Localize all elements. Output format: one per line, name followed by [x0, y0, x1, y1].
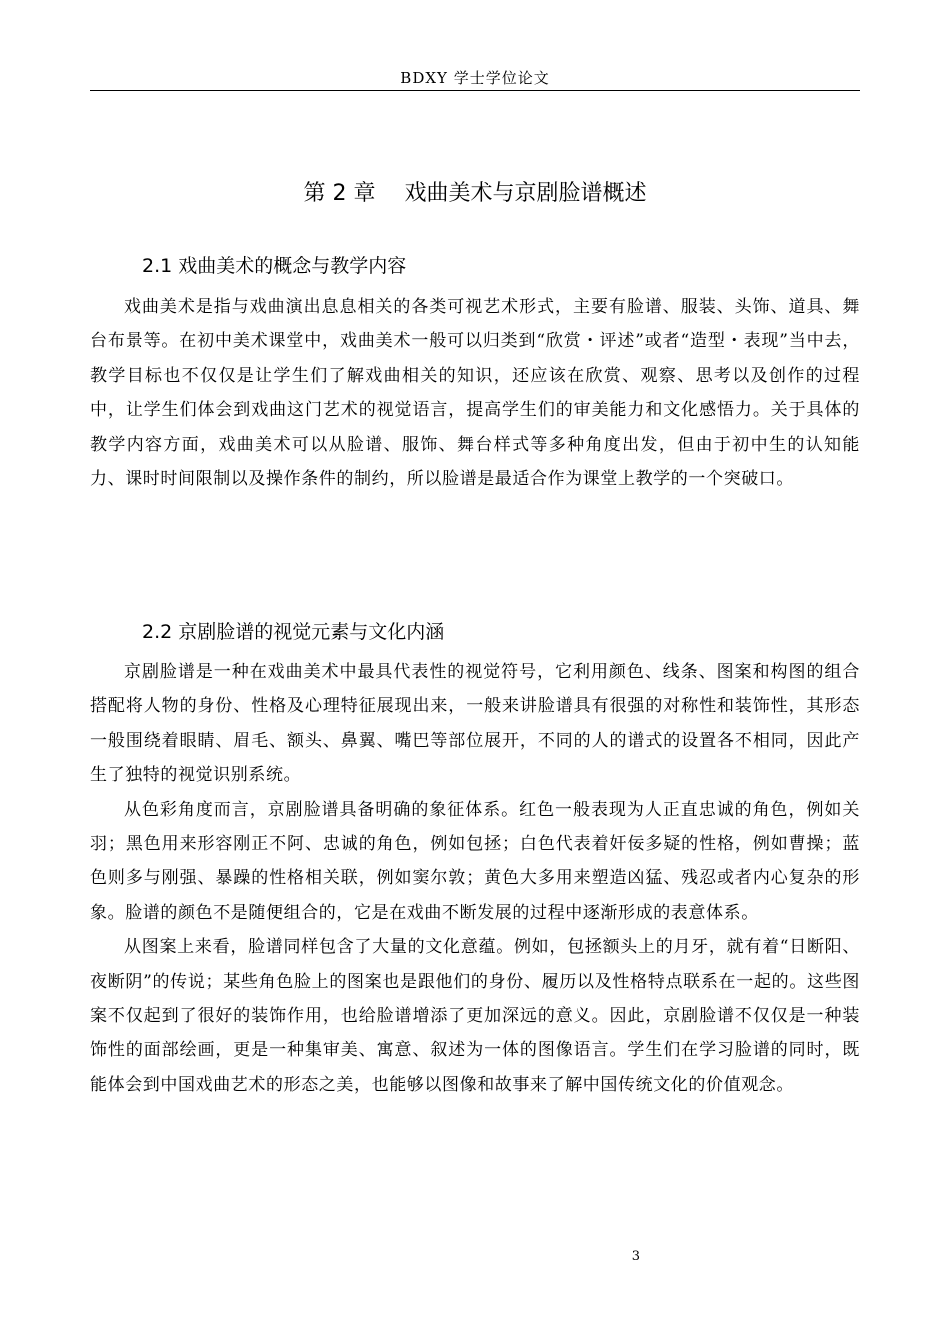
section-heading-2-2: 2.2 京剧脸谱的视觉元素与文化内涵: [142, 621, 445, 643]
section-body-2-2: [90, 655, 860, 1102]
section-heading-2-1: 2.1 戏曲美术的概念与教学内容: [142, 255, 407, 277]
section-body-2-1: [90, 290, 860, 496]
paragraph: 从色彩角度而言，京剧脸谱具备明确的象征体系。红色一般表现为人正直忠诚的角色，例如关羽；黑色用来形容刚正不阿、忠诚的角色，例如包拯；白色代表着奸佞多疑的性格，例如曹操；蓝色则多与刚强、暴躁的性格相关联，例如窦尔敦；黄色大多用来塑造凶猛、残忍或者内心复杂的形象。脸谱的颜色不是随便组合的，它是在戏曲不断发展的过程中逐渐形成的表意体系。: [90, 799, 860, 923]
paragraph: 从图案上来看，脸谱同样包含了大量的文化意蕴。例如，包拯额头上的月牙，就有着“日断阳、夜断阴”的传说；某些角色脸上的图案也是跟他们的身份、履历以及性格特点联系在一起的。这些图案不仅起到了很好的装饰作用，也给脸谱增添了更加深远的意义。因此，京剧脸谱不仅仅是一种装饰性的面部绘画，更是一种集审美、寓意、叙述为一体的图像语言。学生们在学习脸谱的同时，既能体会到中国戏曲艺术的形态之美，也能够以图像和故事来了解中国传统文化的价值观念。: [90, 937, 860, 1095]
running-header: BDXY 学士学位论文: [400, 69, 550, 87]
paragraph: 京剧脸谱是一种在戏曲美术中最具代表性的视觉符号，它利用颜色、线条、图案和构图的组合搭配将人物的身份、性格及心理特征展现出来，一般来讲脸谱具有很强的对称性和装饰性，其形态一般围绕着眼睛、眉毛、额头、鼻翼、嘴巴等部位展开，不同的人的谱式的设置各不相同，因此产生了独特的视觉识别系统。: [90, 662, 860, 786]
page-number: 3: [631, 1249, 640, 1264]
chapter-title: 第 2 章 戏曲美术与京剧脸谱概述: [303, 181, 647, 206]
header-divider: [90, 90, 860, 91]
paragraph: 戏曲美术是指与戏曲演出息息相关的各类可视艺术形式，主要有脸谱、服装、头饰、道具、舞台布景等。在初中美术课堂中，戏曲美术一般可以归类到“欣赏・评述”或者“造型・表现”当中去，教学目标也不仅仅是让学生们了解戏曲相关的知识，还应该在欣赏、观察、思考以及创作的过程中，让学生们体会到戏曲这门艺术的视觉语言，提高学生们的审美能力和文化感悟力。关于具体的教学内容方面，戏曲美术可以从脸谱、服饰、舞台样式等多种角度出发，但由于初中生的认知能力、课时时间限制以及操作条件的制约，所以脸谱是最适合作为课堂上教学的一个突破口。: [90, 297, 860, 490]
